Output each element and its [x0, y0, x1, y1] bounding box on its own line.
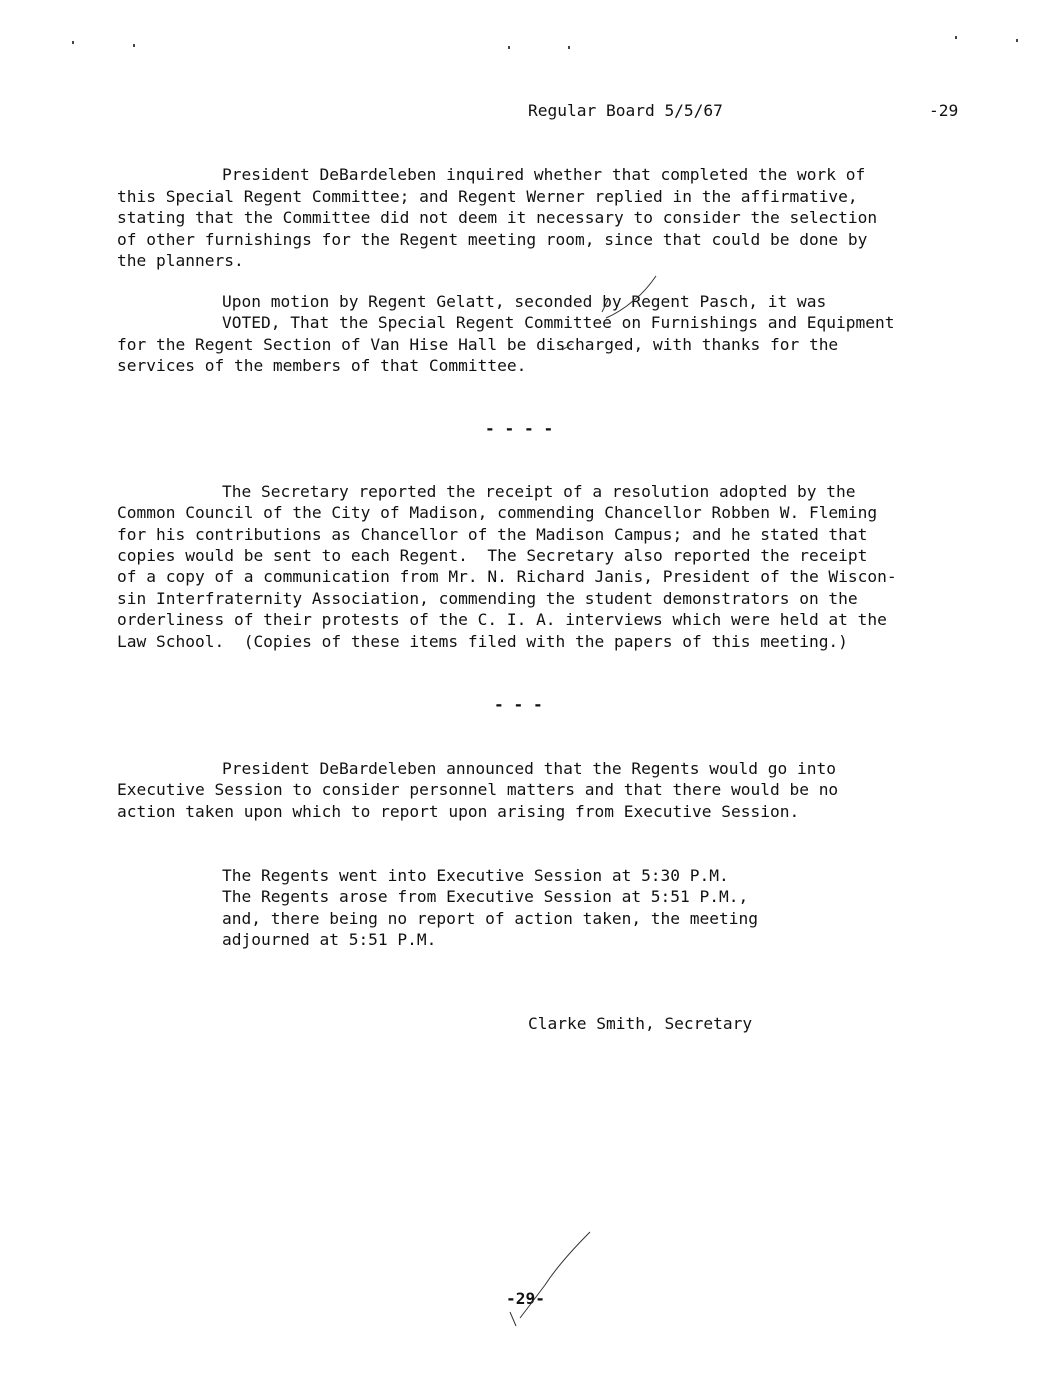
text-line: adjourned at 5:51 P.M. — [222, 930, 437, 949]
text-line: VOTED, That the Special Regent Committee on Furnishings and Equipment — [222, 313, 895, 332]
text-line: sin Interfraternity Association, commending the student demonstrators on the — [117, 589, 858, 608]
pen-stroke — [510, 1312, 516, 1326]
page-header-number: -29 — [929, 101, 959, 120]
text-line: for his contributions as Chancellor of the Madison Campus; and he stated that — [117, 525, 868, 544]
text-line: President DeBardeleben inquired whether that completed the work of — [222, 165, 866, 184]
pen-stroke — [562, 344, 572, 350]
text-line: The Regents arose from Executive Session at 5:51 P.M., — [222, 887, 749, 906]
text-line: services of the members of that Committee. — [117, 356, 527, 375]
signature-block: Clarke Smith, Secretary — [528, 1014, 753, 1033]
text-line: the planners. — [117, 251, 244, 270]
text-line: Common Council of the City of Madison, commending Chancellor Robben W. Fleming — [117, 503, 878, 522]
text-line: and, there being no report of action taken, the meeting — [222, 909, 759, 928]
text-line: stating that the Committee did not deem it necessary to consider the selection — [117, 208, 878, 227]
text-line: of a copy of a communication from Mr. N. Richard Janis, President of the Wiscon- — [117, 567, 897, 586]
text-line: The Regents went into Executive Session at 5:30 P.M. — [222, 866, 729, 885]
text-line: Executive Session to consider personnel matters and that there would be no — [117, 780, 839, 799]
page-header-title: Regular Board 5/5/67 — [528, 101, 723, 120]
section-separator: - - - — [494, 695, 543, 714]
text-line: this Special Regent Committee; and Regent Werner replied in the affirmative, — [117, 187, 858, 206]
text-line: action taken upon which to report upon arising from Executive Session. — [117, 802, 800, 821]
text-line: copies would be sent to each Regent. The Secretary also reported the receipt — [117, 546, 868, 565]
text-line: The Secretary reported the receipt of a resolution adopted by the — [222, 482, 856, 501]
text-line: orderliness of their protests of the C. I. A. interviews which were held at the — [117, 610, 887, 629]
text-line: Upon motion by Regent Gelatt, seconded by Regent Pasch, it was — [222, 292, 827, 311]
text-line: Law School. (Copies of these items filed with the papers of this meeting.) — [117, 632, 848, 651]
text-line: for the Regent Section of Van Hise Hall be discharged, with thanks for the — [117, 335, 839, 354]
text-line: of other furnishings for the Regent meeting room, since that could be done by — [117, 230, 868, 249]
text-line: President DeBardeleben announced that the Regents would go into — [222, 759, 836, 778]
pen-stroke — [520, 1232, 590, 1318]
section-separator: - - - - — [485, 419, 554, 438]
pen-stroke — [602, 298, 609, 312]
footer-page-number: -29- — [506, 1289, 545, 1308]
pen-stroke — [606, 276, 656, 318]
